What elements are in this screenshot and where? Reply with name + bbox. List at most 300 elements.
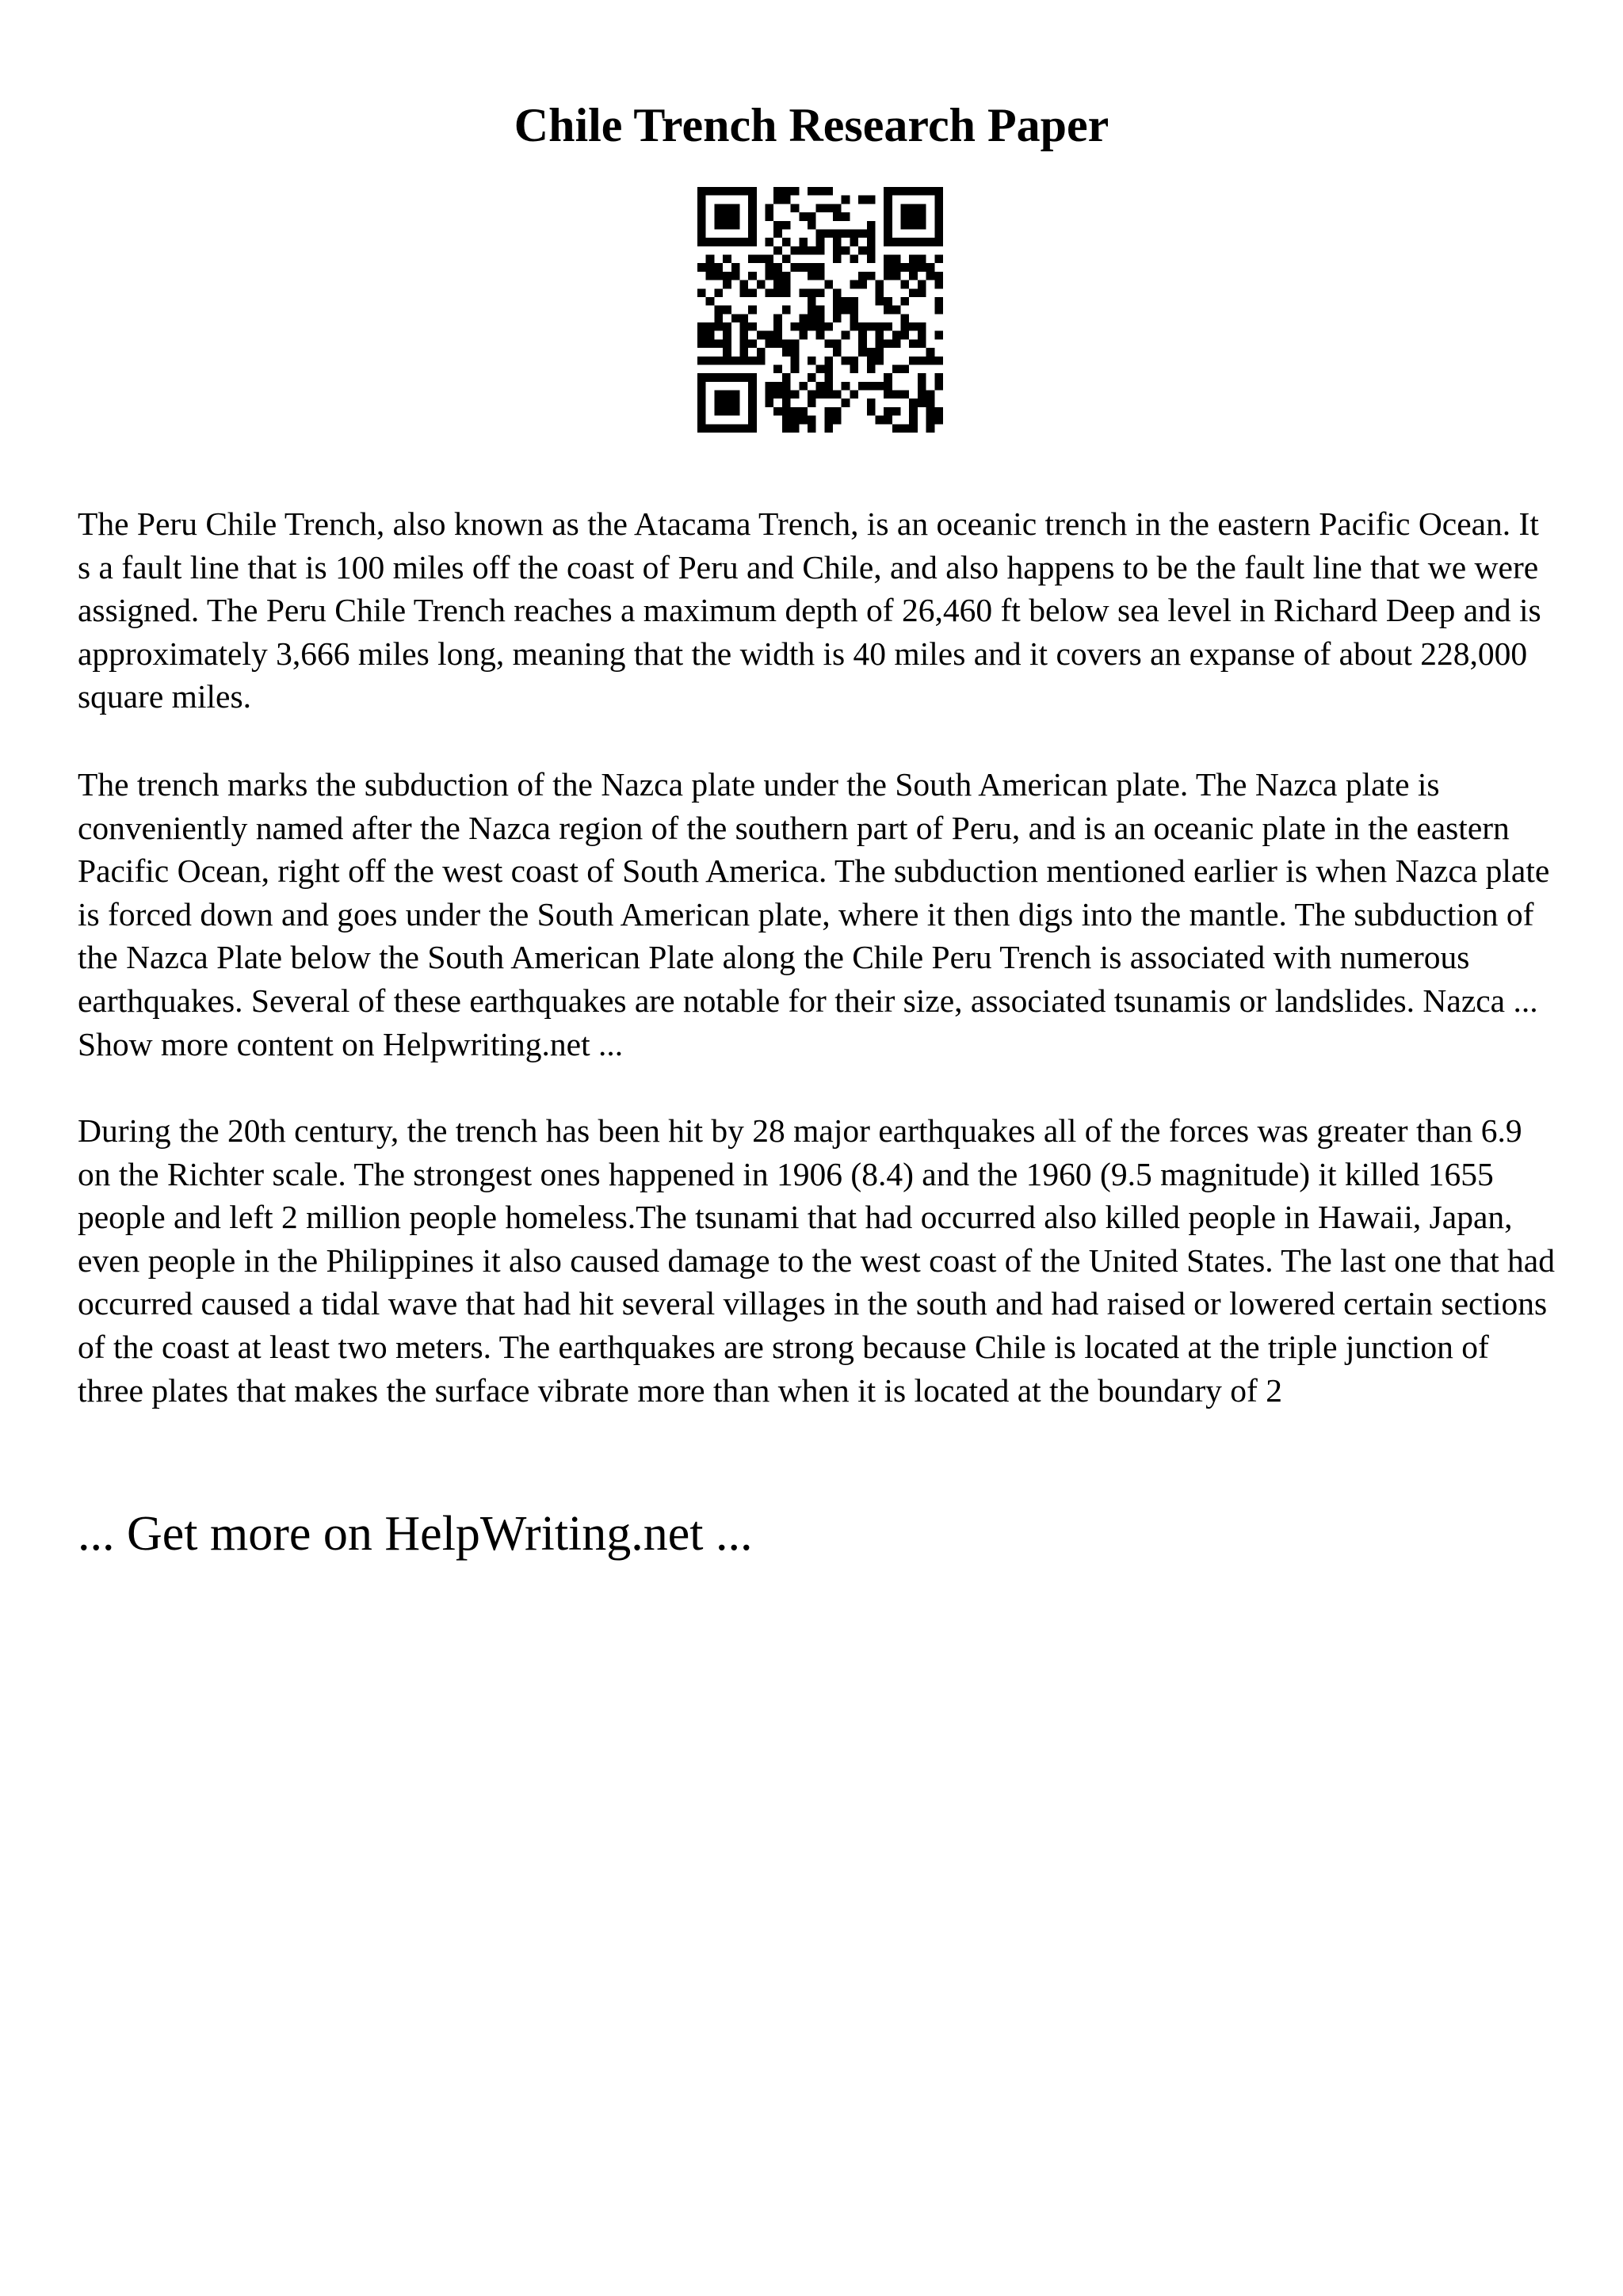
qr-module (926, 407, 935, 416)
qr-module (934, 212, 943, 221)
qr-module (824, 229, 833, 238)
qr-module (739, 322, 748, 331)
qr-module (739, 357, 748, 365)
qr-module (816, 204, 825, 212)
qr-module (934, 357, 943, 365)
qr-module (850, 229, 858, 238)
qr-module (909, 407, 918, 416)
qr-module (731, 204, 740, 212)
qr-module (697, 263, 706, 272)
qr-module (833, 339, 842, 348)
qr-module (739, 280, 748, 289)
qr-module (808, 272, 816, 280)
qr-module (867, 238, 876, 246)
qr-module (842, 229, 850, 238)
qr-module (773, 288, 782, 297)
qr-module (697, 196, 706, 204)
qr-module (824, 364, 833, 373)
qr-module (706, 331, 715, 340)
qr-module (723, 204, 731, 212)
qr-module (884, 221, 892, 230)
qr-module (773, 382, 782, 391)
qr-module (731, 399, 740, 407)
qr-module (723, 407, 731, 416)
qr-module (909, 339, 918, 348)
qr-module (748, 391, 757, 399)
qr-module (901, 280, 910, 289)
qr-module (748, 357, 757, 365)
qr-module (697, 238, 706, 246)
qr-module (909, 255, 918, 264)
qr-module (808, 288, 816, 297)
qr-module (934, 238, 943, 246)
qr-module (926, 424, 935, 433)
qr-module (799, 246, 808, 255)
qr-module (697, 424, 706, 433)
qr-module (697, 229, 706, 238)
qr-module (934, 297, 943, 306)
qr-module (918, 373, 926, 382)
qr-module (791, 263, 800, 272)
qr-module (892, 187, 901, 196)
qr-module (808, 399, 816, 407)
qr-module (748, 288, 757, 297)
qr-module (782, 196, 791, 204)
qr-module (833, 229, 842, 238)
qr-module (833, 407, 842, 416)
qr-module (901, 314, 910, 322)
qr-module (934, 221, 943, 230)
qr-module (901, 221, 910, 230)
qr-module (714, 288, 723, 297)
qr-module (867, 322, 876, 331)
qr-module (739, 424, 748, 433)
qr-module (773, 187, 782, 196)
qr-module (850, 255, 858, 264)
qr-module (867, 272, 876, 280)
qr-module (884, 255, 892, 264)
qr-module (867, 255, 876, 264)
qr-module (816, 322, 825, 331)
qr-module (739, 348, 748, 357)
qr-module (833, 391, 842, 399)
qr-module (714, 339, 723, 348)
qr-module (858, 196, 867, 204)
qr-module (816, 288, 825, 297)
qr-module (748, 382, 757, 391)
qr-module (723, 373, 731, 382)
qr-module (918, 255, 926, 264)
qr-module (782, 373, 791, 382)
qr-module (867, 221, 876, 230)
qr-module (782, 280, 791, 289)
qr-module (816, 314, 825, 322)
qr-module (791, 424, 800, 433)
qr-module (901, 238, 910, 246)
qr-module (850, 238, 858, 246)
qr-module (909, 263, 918, 272)
qr-module (833, 204, 842, 212)
qr-module (723, 221, 731, 230)
qr-module (850, 391, 858, 399)
qr-module (850, 314, 858, 322)
qr-module (782, 416, 791, 425)
qr-module (748, 373, 757, 382)
qr-module (773, 221, 782, 230)
qr-module (766, 288, 774, 297)
qr-module (748, 229, 757, 238)
qr-module (875, 357, 884, 365)
qr-module (731, 391, 740, 399)
qr-module (748, 187, 757, 196)
qr-module (757, 280, 766, 289)
qr-module (858, 272, 867, 280)
qr-module (748, 339, 757, 348)
qr-module (773, 391, 782, 399)
qr-module (773, 314, 782, 322)
qr-module (782, 407, 791, 416)
qr-module (833, 238, 842, 246)
qr-module (748, 238, 757, 246)
qr-module (731, 407, 740, 416)
qr-module (731, 424, 740, 433)
qr-module (892, 263, 901, 272)
qr-module (901, 212, 910, 221)
qr-module (723, 339, 731, 348)
qr-module (926, 416, 935, 425)
qr-module (892, 407, 901, 416)
qr-module (884, 212, 892, 221)
qr-module (875, 339, 884, 348)
qr-module (816, 306, 825, 315)
qr-module (782, 348, 791, 357)
qr-module (791, 246, 800, 255)
qr-module (799, 314, 808, 322)
qr-module (748, 306, 757, 315)
qr-module (858, 246, 867, 255)
qr-module (808, 212, 816, 221)
qr-module (731, 373, 740, 382)
qr-module (833, 416, 842, 425)
qr-module (816, 331, 825, 340)
qr-module (723, 187, 731, 196)
qr-module (918, 280, 926, 289)
qr-module (782, 288, 791, 297)
qr-module (909, 322, 918, 331)
qr-module (808, 391, 816, 399)
qr-module (799, 416, 808, 425)
qr-module (892, 331, 901, 340)
qr-module (697, 416, 706, 425)
qr-module (773, 229, 782, 238)
qr-module (723, 238, 731, 246)
qr-module (926, 238, 935, 246)
qr-module (748, 416, 757, 425)
qr-module (773, 339, 782, 348)
qr-module (918, 322, 926, 331)
qr-module (816, 364, 825, 373)
qr-module (773, 364, 782, 373)
qr-module (808, 306, 816, 315)
qr-module (884, 416, 892, 425)
qr-module (773, 407, 782, 416)
qr-module (706, 424, 715, 433)
qr-module (782, 339, 791, 348)
qr-module (918, 331, 926, 340)
qr-module (723, 357, 731, 365)
qr-module (918, 399, 926, 407)
qr-module (706, 322, 715, 331)
qr-module (858, 229, 867, 238)
qr-module (791, 357, 800, 365)
qr-module (934, 280, 943, 289)
qr-module (791, 391, 800, 399)
qr-module (892, 272, 901, 280)
qr-module (918, 212, 926, 221)
qr-module (697, 357, 706, 365)
qr-module (867, 382, 876, 391)
qr-module (816, 263, 825, 272)
qr-module (731, 272, 740, 280)
qr-module (731, 357, 740, 365)
qr-module (782, 255, 791, 264)
qr-module (739, 373, 748, 382)
qr-module (808, 322, 816, 331)
qr-module (782, 306, 791, 315)
qr-module (766, 255, 774, 264)
paragraph-earthquakes: During the 20th century, the trench has been hit by 28 major earthquakes all of the forces was greater than 6.9 on the Richter scale. The strongest ones happened in 1906 (8.4) and the 1960 (9.5 magnitude) it killed 1655 people and left 2 million people homeless.The tsunami that had occurred also killed people in Hawaii, Japan, even people in the Philippines it also caused damage to the west coast of the United States. The last one that had occurred caused a tidal wave that had hit several villages in the south and had raised or lowered certain sections of the coast at least two meters. The earthquakes are strong because Chile is located at the triple junction of three plates that makes the surface vibrate more than when it is located at the boundary of 2 (78, 1112, 1555, 1409)
qr-module (816, 187, 825, 196)
qr-module (791, 348, 800, 357)
qr-module (824, 357, 833, 365)
qr-module (748, 424, 757, 433)
qr-module (918, 204, 926, 212)
qr-module (842, 306, 850, 315)
qr-module (850, 364, 858, 373)
qr-module (892, 391, 901, 399)
qr-module (884, 373, 892, 382)
qr-module (842, 246, 850, 255)
qr-module (799, 331, 808, 340)
qr-module (875, 280, 884, 289)
qr-module (808, 416, 816, 425)
qr-module (808, 246, 816, 255)
qr-module (926, 272, 935, 280)
qr-module (782, 391, 791, 399)
qr-module (766, 339, 774, 348)
qr-module (934, 272, 943, 280)
qr-module (766, 399, 774, 407)
qr-module (723, 331, 731, 340)
qr-module (867, 348, 876, 357)
qr-module (748, 212, 757, 221)
qr-module (909, 424, 918, 433)
qr-module (739, 187, 748, 196)
qr-module (714, 187, 723, 196)
qr-module (858, 339, 867, 348)
qr-module (884, 238, 892, 246)
qr-module (918, 339, 926, 348)
qr-module (824, 407, 833, 416)
qr-module (884, 339, 892, 348)
qr-module (706, 373, 715, 382)
qr-module (714, 399, 723, 407)
qr-module (706, 297, 715, 306)
qr-code-icon (697, 187, 943, 433)
qr-module (723, 322, 731, 331)
qr-module (884, 204, 892, 212)
qr-module (697, 339, 706, 348)
qr-module (824, 382, 833, 391)
qr-module (858, 331, 867, 340)
qr-module (766, 263, 774, 272)
qr-module (824, 204, 833, 212)
qr-module (748, 255, 757, 264)
qr-module (918, 382, 926, 391)
qr-module (875, 382, 884, 391)
qr-module (884, 297, 892, 306)
qr-module (892, 424, 901, 433)
qr-module (875, 331, 884, 340)
qr-module (706, 272, 715, 280)
qr-module (892, 255, 901, 264)
qr-module (791, 339, 800, 348)
qr-module (782, 187, 791, 196)
qr-module (816, 229, 825, 238)
paragraph-intro: The Peru Chile Trench, also known as the Atacama Trench, is an oceanic trench in the eastern Pacific Ocean. It s a fault line that is 100 miles off the coast of Peru and Chile, and also happens to be the fault line that we were assigned. The Peru Chile Trench reaches a maximum depth of 26,460 ft below sea level in Richard Deep and is approximately 3,666 miles long, meaning that the width is 40 miles and it covers an expanse of about 228,000 square miles. (78, 505, 1541, 715)
qr-module (766, 391, 774, 399)
qr-module (799, 322, 808, 331)
qr-module (714, 204, 723, 212)
qr-module (875, 348, 884, 357)
qr-module (884, 187, 892, 196)
qr-module (926, 348, 935, 357)
qr-module (867, 196, 876, 204)
qr-module (757, 357, 766, 365)
qr-module (909, 288, 918, 297)
qr-module (824, 391, 833, 399)
qr-module (723, 212, 731, 221)
qr-module (791, 416, 800, 425)
qr-module (824, 339, 833, 348)
qr-module (731, 314, 740, 322)
qr-module (799, 288, 808, 297)
qr-module (934, 306, 943, 315)
qr-module (808, 314, 816, 322)
qr-module (926, 187, 935, 196)
qr-module (782, 238, 791, 246)
qr-module (934, 407, 943, 416)
qr-module (867, 399, 876, 407)
qr-module (934, 204, 943, 212)
qr-module (909, 187, 918, 196)
qr-module (850, 306, 858, 315)
qr-module (934, 255, 943, 264)
qr-module (714, 238, 723, 246)
qr-module (808, 263, 816, 272)
qr-module (892, 339, 901, 348)
qr-module (791, 204, 800, 212)
qr-module (731, 263, 740, 272)
qr-module (833, 348, 842, 357)
qr-module (766, 212, 774, 221)
qr-module (850, 357, 858, 365)
qr-module (739, 314, 748, 322)
qr-module (875, 322, 884, 331)
qr-module (808, 373, 816, 382)
qr-module (824, 280, 833, 289)
qr-module (858, 348, 867, 357)
qr-module (714, 357, 723, 365)
qr-module (833, 255, 842, 264)
qr-module (892, 364, 901, 373)
qr-module (766, 382, 774, 391)
qr-module (697, 391, 706, 399)
page-title: Chile Trench Research Paper (514, 99, 1109, 151)
qr-module (858, 280, 867, 289)
qr-module (697, 382, 706, 391)
qr-module (918, 187, 926, 196)
qr-module (850, 280, 858, 289)
qr-module (833, 212, 842, 221)
qr-module (791, 322, 800, 331)
qr-module (773, 263, 782, 272)
qr-module (867, 357, 876, 365)
qr-module (791, 407, 800, 416)
qr-module (723, 391, 731, 399)
qr-module (714, 373, 723, 382)
qr-module (858, 322, 867, 331)
qr-module (773, 331, 782, 340)
qr-module (824, 187, 833, 196)
qr-module (824, 416, 833, 425)
paragraph-subduction: The trench marks the subduction of the Nazca plate under the South American plate. The Nazca plate is conveniently named after the Nazca region of the southern part of Peru, and is an oceanic plate in the eastern Pacific Ocean, right off the west coast of South America. The subduction mentioned earlier is when Nazca plate is forced down and goes under the South American plate, where it then digs into the mantle. The subduction of the Nazca Plate below the South American Plate along the Chile Peru Trench is associated with numerous earthquakes. Several of these earthquakes are notable for their size, associated tsunamis or landslides. Nazca ... Show more content on Helpwriting.net ... (78, 766, 1550, 1062)
qr-module (723, 306, 731, 315)
qr-module (926, 399, 935, 407)
qr-module (850, 297, 858, 306)
qr-module (748, 204, 757, 212)
qr-module (926, 263, 935, 272)
qr-module (706, 263, 715, 272)
qr-module (901, 297, 910, 306)
qr-module (697, 221, 706, 230)
qr-module (884, 272, 892, 280)
qr-module (816, 391, 825, 399)
qr-module (714, 322, 723, 331)
qr-module (833, 314, 842, 322)
qr-module (731, 187, 740, 196)
qr-module (892, 238, 901, 246)
qr-module (833, 246, 842, 255)
qr-module (884, 322, 892, 331)
qr-module (901, 331, 910, 340)
qr-module (842, 382, 850, 391)
get-more-link[interactable]: ... Get more on HelpWriting.net ... (78, 1507, 753, 1561)
qr-module (884, 306, 892, 315)
qr-module (842, 212, 850, 221)
qr-module (723, 424, 731, 433)
qr-module (909, 416, 918, 425)
qr-module (766, 204, 774, 212)
qr-module (816, 238, 825, 246)
qr-module (714, 306, 723, 315)
qr-module (918, 288, 926, 297)
qr-module (909, 221, 918, 230)
qr-module (739, 339, 748, 348)
qr-module (697, 212, 706, 221)
qr-module (714, 424, 723, 433)
qr-module (901, 322, 910, 331)
